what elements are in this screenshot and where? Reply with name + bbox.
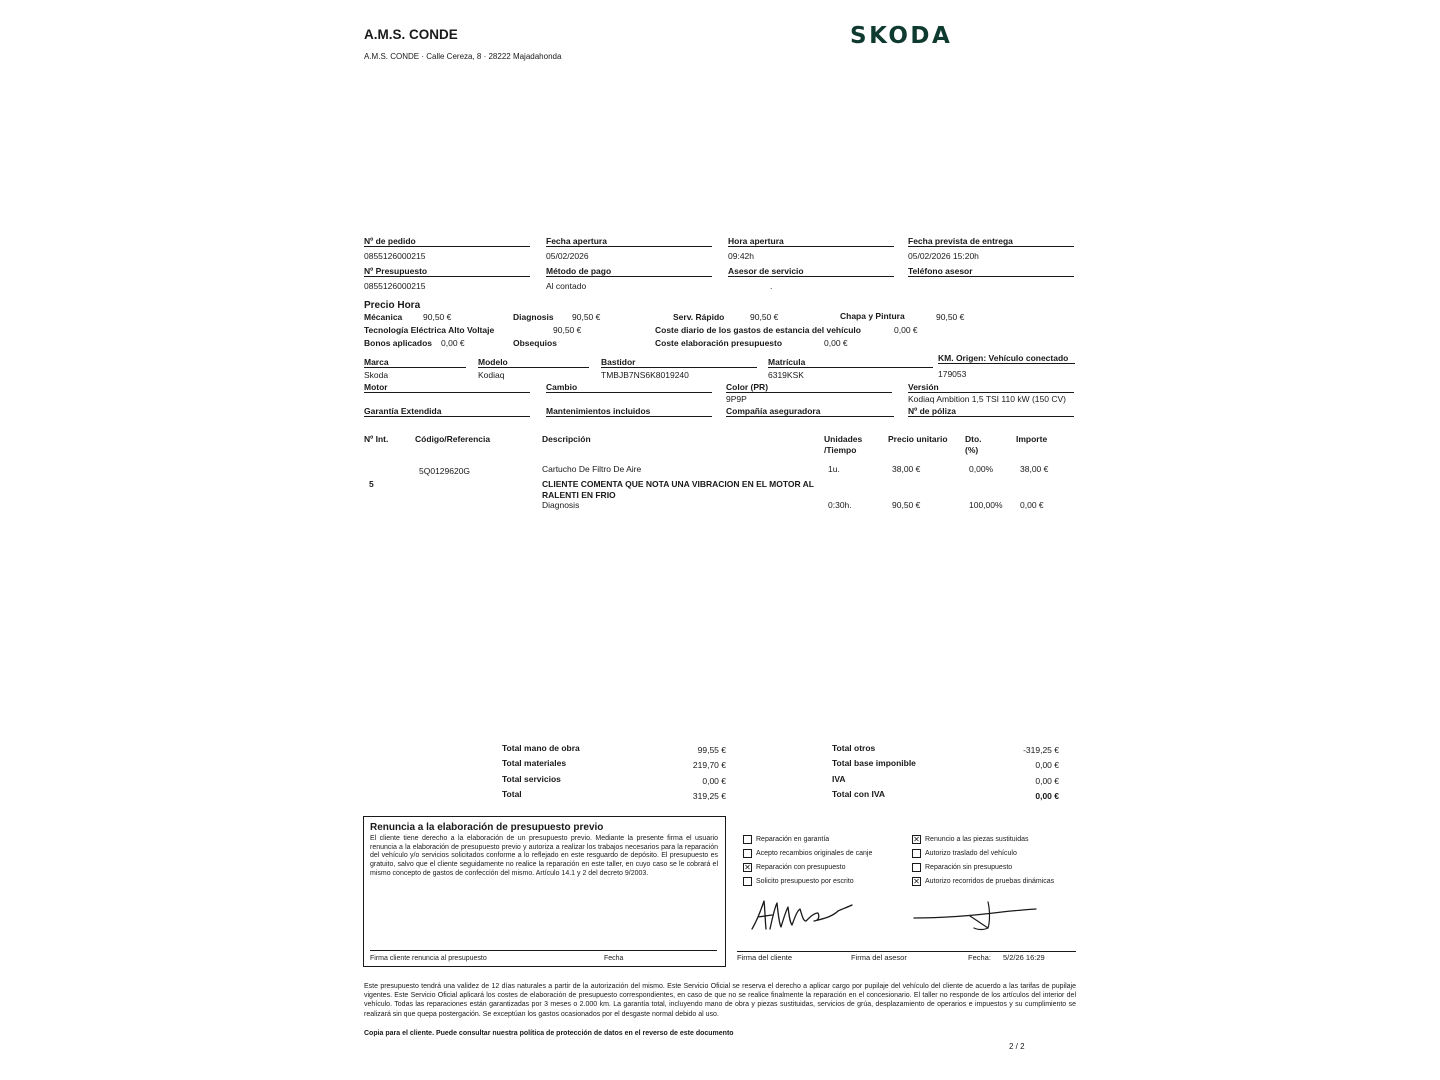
- hora-apertura-label: Hora apertura: [728, 236, 894, 247]
- row1-dto: 0,00%: [969, 464, 994, 474]
- serv-rapido-value: 90,50 €: [750, 312, 779, 322]
- total-con-iva-value: 0,00 €: [1035, 791, 1059, 801]
- signatures-line: [737, 951, 1076, 952]
- iva-label: IVA: [832, 774, 846, 784]
- checkbox-sin-presupuesto-label: Reparación sin presupuesto: [925, 864, 1013, 871]
- bastidor-label: Bastidor: [601, 357, 757, 368]
- col-importe: Importe: [1016, 434, 1048, 444]
- row1-descripcion: Cartucho De Filtro De Aire: [542, 464, 642, 474]
- tec-electrica-label: Tecnología Eléctrica Alto Voltaje: [364, 325, 495, 335]
- matricula-value: 6319KSK: [768, 370, 804, 380]
- fecha-firma-label: Fecha:: [968, 953, 991, 962]
- row3-dto: 100,00%: [969, 500, 1003, 510]
- matricula-label: Matrícula: [768, 357, 933, 368]
- base-imponible-label: Total base imponible: [832, 758, 916, 768]
- col-codigo: Código/Referencia: [415, 434, 491, 444]
- diagnosis-value: 90,50 €: [572, 312, 601, 322]
- row2-descripcion-1: CLIENTE COMENTA QUE NOTA UNA VIBRACION EN EL MOTOR AL: [542, 479, 814, 489]
- hora-apertura-value: 09:42h: [728, 251, 754, 261]
- version-value: Kodiaq Ambition 1,5 TSI 110 kW (150 CV): [908, 394, 1066, 404]
- checkbox-presupuesto-escrito[interactable]: [743, 877, 752, 886]
- client-signature: [748, 895, 858, 935]
- coste-elab-value: 0,00 €: [824, 338, 848, 348]
- row3-importe: 0,00 €: [1020, 500, 1044, 510]
- advisor-signature: [910, 900, 1040, 936]
- chapa-label: Chapa y Pintura: [840, 311, 905, 321]
- total-otros-label: Total otros: [832, 743, 876, 753]
- coste-diario-label: Coste diario de los gastos de estancia del vehículo: [655, 325, 861, 335]
- chapa-value: 90,50 €: [936, 312, 965, 322]
- row3-unidades: 0:30h.: [828, 500, 852, 510]
- page-number: 2 / 2: [1009, 1042, 1025, 1051]
- poliza-label: Nº de póliza: [908, 406, 1074, 417]
- renuncia-text: El cliente tiene derecho a la elaboración de un presupuesto previo. Mediante la presente firma el usuario renuncia a la elaboración de presupuesto previo y autoriza a realizar los trabajos necesarios para la reparación del vehículo y/o servicios solicitados conforme a lo reflejado en este resguardo de depósito. El presupuesto es gratuito, salvo que el cliente seguidamente no realice la reparación en este taller, en cuyo caso se le cobrará el mismo concepto de gastos de confección del mismo. Artículo 14.1 y 2 del decreto 9/2003.: [370, 835, 718, 877]
- telefono-label: Teléfono asesor: [908, 266, 1074, 277]
- garantia-label: Garantía Extendida: [364, 406, 530, 417]
- total-con-iva-label: Total con IVA: [832, 789, 886, 799]
- row1-unidades: 1u.: [828, 464, 840, 474]
- entrega-value: 05/02/2026 15:20h: [908, 251, 979, 261]
- presupuesto-value: 0855126000215: [364, 281, 426, 291]
- col-nint: Nº Int.: [364, 434, 389, 444]
- bastidor-value: TMBJB7NS6K8019240: [601, 370, 689, 380]
- asesor-value: .: [770, 281, 773, 291]
- renuncia-fecha-label: Fecha: [604, 955, 624, 962]
- checkbox-recambios-canje[interactable]: [743, 849, 752, 858]
- color-value: 9P9P: [726, 394, 747, 404]
- company-name: A.M.S. CONDE: [364, 27, 458, 42]
- svg-text:SKODA: SKODA: [850, 23, 953, 48]
- motor-label: Motor: [364, 382, 530, 393]
- metodo-pago-label: Método de pago: [546, 266, 712, 277]
- row1-codigo: 5Q0129620G: [419, 466, 471, 476]
- checkbox-pruebas-dinamicas[interactable]: ✕: [913, 877, 920, 886]
- renuncia-firma-label: Firma cliente renuncia al presupuesto: [370, 955, 487, 962]
- mecanica-value: 90,50 €: [423, 312, 452, 322]
- km-label: KM. Origen: Vehículo conectado: [938, 353, 1075, 364]
- aseguradora-label: Compañía aseguradora: [726, 406, 894, 417]
- modelo-value: Kodiaq: [478, 370, 505, 380]
- row2-nint: 5: [369, 479, 374, 489]
- asesor-label: Asesor de servicio: [728, 266, 894, 277]
- row2-descripcion-2: RALENTI EN FRIO: [542, 490, 616, 500]
- total-mano-obra-label: Total mano de obra: [502, 743, 580, 753]
- legal-text: Este presupuesto tendrá una validez de 12 días naturales a partir de la autorización del mismo. Este Servicio Oficial se reserva el derecho a aplicar cargo por pupilaje del vehículo del cliente de acuerdo a las tarifas de pupilaje vigentes. Este Servicio Oficial aplicará los costes de elaboración de presupuesto correspondientes, en caso de que no se realice finalmente la reparación en el concesionario. El taller no responde de los artículos del interior del vehículo. Todas las reparaciones están garantizadas por 3 meses o 2.000 km. La garantía total, incluyendo mano de obra y piezas sustituidas, servicios de grúa, desplazamiento de operarios e impuestos y su cumplimiento se realizará sin que quepa postergación. Se exceptúan los gastos ocasionados por el desgaste normal debido al uso.: [364, 983, 1076, 1018]
- row1-importe: 38,00 €: [1020, 464, 1049, 474]
- renuncia-box: [363, 816, 726, 967]
- checkbox-renuncio-piezas-label: Renuncio a las piezas sustituidas: [925, 836, 1029, 843]
- total-servicios-label: Total servicios: [502, 774, 561, 784]
- row1-precio: 38,00 €: [892, 464, 921, 474]
- total-label: Total: [502, 789, 522, 799]
- row3-precio: 90,50 €: [892, 500, 921, 510]
- checkbox-recambios-canje-label: Acepto recambios originales de canje: [756, 850, 873, 857]
- km-value: 179053: [938, 369, 967, 379]
- checkbox-pruebas-dinamicas-label: Autorizo recorridos de pruebas dinámicas: [925, 878, 1055, 885]
- col-unidades: Unidades: [824, 434, 863, 444]
- col-dto: Dto.: [965, 434, 982, 444]
- mecanica-label: Mécanica: [364, 312, 403, 322]
- pedido-value: 0855126000215: [364, 251, 426, 261]
- pedido-label: Nº de pedido: [364, 236, 530, 247]
- checkbox-traslado-vehiculo[interactable]: [912, 849, 921, 858]
- checkbox-reparacion-garantia-label: Reparación en garantía: [756, 836, 830, 843]
- copy-note: Copia para el cliente. Puede consultar nuestra política de protección de datos en el reverso de este documento: [364, 1030, 734, 1037]
- renuncia-title: Renuncia a la elaboración de presupuesto previo: [370, 822, 604, 833]
- firma-asesor-label: Firma del asesor: [851, 953, 907, 962]
- presupuesto-label: Nº Presupuesto: [364, 266, 530, 277]
- total-materiales-value: 219,70 €: [692, 760, 726, 770]
- bonos-value: 0,00 €: [441, 338, 465, 348]
- total-value: 319,25 €: [692, 791, 726, 801]
- diagnosis-label: Diagnosis: [513, 312, 554, 322]
- company-address: A.M.S. CONDE · Calle Cereza, 8 · 28222 Majadahonda: [364, 52, 562, 61]
- checkbox-renuncio-piezas[interactable]: ✕: [913, 835, 920, 844]
- checkbox-traslado-vehiculo-label: Autorizo traslado del vehículo: [925, 850, 1017, 857]
- fecha-apertura-value: 05/02/2026: [546, 251, 589, 261]
- cambio-label: Cambio: [546, 382, 712, 393]
- mantenimientos-label: Mantenimientos incluidos: [546, 406, 712, 417]
- marca-value: Skoda: [364, 370, 389, 380]
- marca-label: Marca: [364, 357, 466, 368]
- metodo-pago-value: Al contado: [546, 281, 587, 291]
- entrega-label: Fecha prevista de entrega: [908, 236, 1074, 247]
- checkbox-reparacion-garantia[interactable]: [743, 835, 752, 844]
- tec-electrica-value: 90,50 €: [553, 325, 582, 335]
- coste-diario-value: 0,00 €: [894, 325, 918, 335]
- checkbox-presupuesto-escrito-label: Solicito presupuesto por escrito: [756, 878, 854, 885]
- precio-hora-title: Precio Hora: [364, 300, 421, 311]
- checkbox-reparacion-presupuesto[interactable]: ✕: [744, 863, 751, 872]
- checkbox-reparacion-presupuesto-label: Reparación con presupuesto: [756, 864, 846, 871]
- bonos-label: Bonos aplicados: [364, 338, 433, 348]
- coste-elab-label: Coste elaboración presupuesto: [655, 338, 783, 348]
- modelo-label: Modelo: [478, 357, 589, 368]
- version-label: Versión: [908, 382, 1074, 393]
- total-servicios-value: 0,00 €: [702, 776, 726, 786]
- total-otros-value: -319,25 €: [1023, 745, 1059, 755]
- firma-cliente-label: Firma del cliente: [737, 953, 793, 962]
- fecha-apertura-label: Fecha apertura: [546, 236, 712, 247]
- total-materiales-label: Total materiales: [502, 758, 567, 768]
- col-tiempo: /Tiempo: [824, 445, 857, 455]
- col-precio: Precio unitario: [888, 434, 948, 444]
- checkbox-sin-presupuesto[interactable]: [912, 863, 921, 872]
- row3-descripcion: Diagnosis: [542, 500, 580, 510]
- color-label: Color (PR): [726, 382, 892, 393]
- fecha-firma-value: 5/2/26 16:29: [1003, 953, 1045, 962]
- base-imponible-value: 0,00 €: [1035, 760, 1059, 770]
- total-mano-obra-value: 99,55 €: [697, 745, 726, 755]
- col-dto-pct: (%): [965, 445, 979, 455]
- renuncia-signature-line: [370, 950, 717, 951]
- obsequios-label: Obsequios: [513, 338, 557, 348]
- skoda-logo: [850, 22, 980, 48]
- serv-rapido-label: Serv. Rápido: [673, 312, 725, 322]
- iva-value: 0,00 €: [1035, 776, 1059, 786]
- col-descripcion: Descripción: [542, 434, 591, 444]
